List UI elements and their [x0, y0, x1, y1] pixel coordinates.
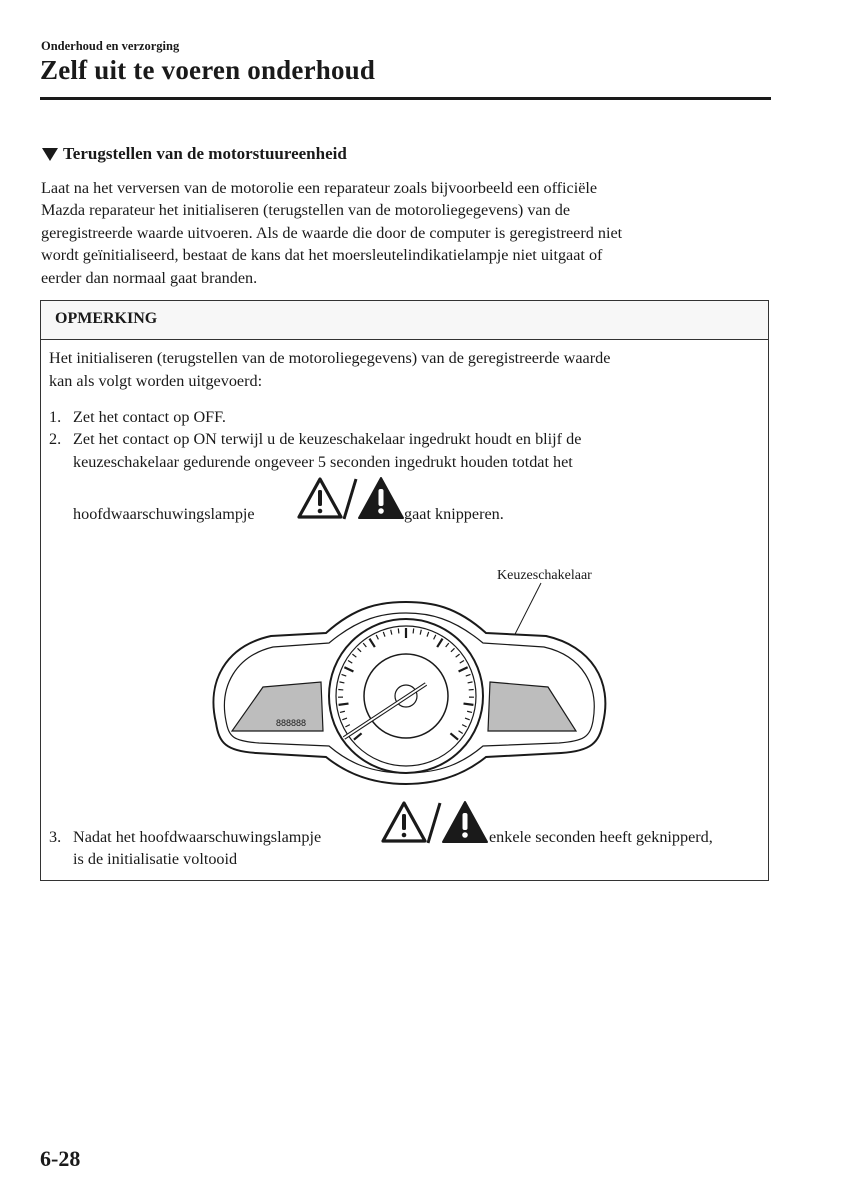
tach-tick: [464, 704, 474, 705]
warning-triangle-filled-icon: [443, 802, 487, 842]
step-text: Zet het contact op ON terwijl u de keuzeschakelaar ingedrukt houdt en blijf de: [73, 430, 582, 448]
step-number: 2.: [49, 430, 62, 448]
step-text: gaat knipperen.: [404, 505, 504, 523]
note-box: [40, 300, 769, 881]
warning-lamp-icons: [297, 476, 405, 522]
note-header: [41, 301, 768, 340]
intro-line: geregistreerde waarde uitvoeren. Als de waarde die door de computer is geregistreerd niet: [41, 223, 623, 242]
odometer-readout: 888888: [276, 718, 307, 728]
triangle-bullet-icon: [42, 148, 58, 161]
note-label: OPMERKING: [55, 310, 158, 327]
warning-triangle-filled-icon: [359, 478, 403, 518]
intro-paragraph: [41, 177, 771, 289]
note-intro-line: Het initialiseren (terugstellen van de motoroliegegevens) van de geregistreerde waarde: [49, 349, 611, 367]
subsection-heading-text: Terugstellen van de motorstuureenheid: [63, 144, 347, 163]
step-text: Nadat het hoofdwaarschuwingslampje: [73, 828, 322, 846]
intro-line: wordt geïnitialiseerd, bestaat de kans dat het moersleutelindikatielampje niet uitgaat of: [41, 246, 603, 265]
section-label: Onderhoud en verzorging: [41, 39, 180, 53]
warning-lamp-icons: [381, 800, 489, 846]
page-number: 6-28: [40, 1146, 81, 1171]
tach-tick: [398, 628, 399, 633]
step-text: keuzeschakelaar gedurende ongeveer 5 seconden ingedrukt houden totdat het: [73, 453, 573, 471]
step-text: enkele seconden heeft geknipperd,: [489, 828, 713, 846]
step-number: 3.: [49, 828, 62, 846]
tach-tick: [339, 704, 349, 705]
slash-separator: [344, 479, 356, 519]
intro-line: Mazda reparateur het initialiseren (terugstellen van de motoroliegegevens) van de: [41, 201, 571, 220]
warning-triangle-outline-icon: [299, 479, 341, 517]
intro-line: eerder dan normaal gaat branden.: [41, 268, 258, 287]
tach-tick: [413, 628, 414, 633]
intro-line: Laat na het verversen van de motorolie een reparateur zoals bijvoorbeeld een officiële: [41, 179, 598, 197]
step-text: Zet het contact op OFF.: [73, 408, 226, 426]
warning-triangle-outline-icon: [383, 803, 425, 841]
callout-label: Keuzeschakelaar: [497, 568, 592, 583]
step-text: hoofdwaarschuwingslampje: [73, 505, 255, 523]
title-rule: [40, 97, 771, 100]
instrument-cluster-illustration: [201, 555, 621, 785]
page-title: Zelf uit te voeren onderhoud: [40, 55, 376, 85]
subsection-heading: [42, 144, 347, 164]
step-number: 1.: [49, 408, 62, 426]
slash-separator: [428, 803, 440, 843]
note-intro-line: kan als volgt worden uitgevoerd:: [49, 372, 263, 390]
step-text: is de initialisatie voltooid: [73, 850, 238, 868]
